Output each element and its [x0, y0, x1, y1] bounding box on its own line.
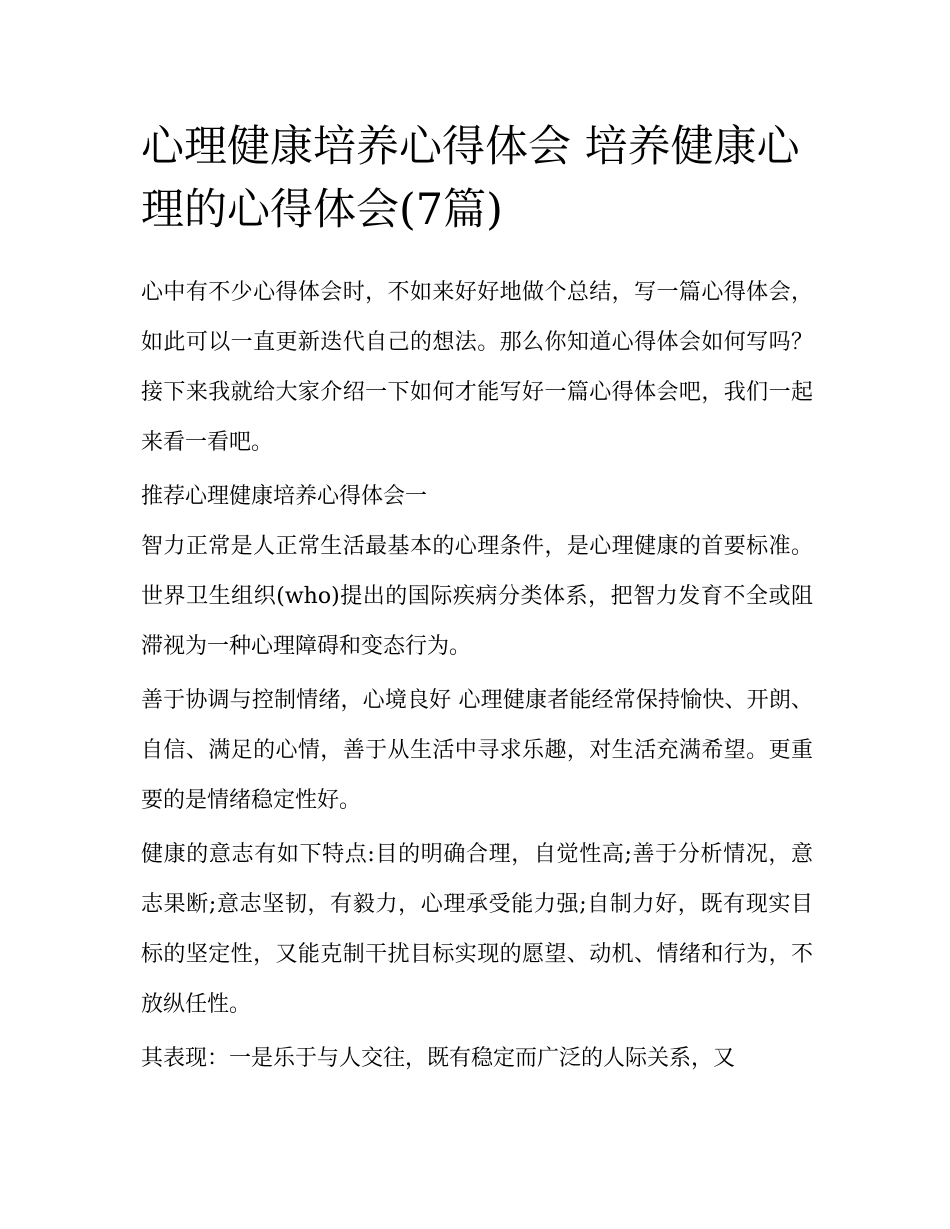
body-paragraph-intelligence: 智力正常是人正常生活最基本的心理条件，是心理健康的首要标准。世界卫生组织(who)提出的国际疾病分类体系，把智力发育不全或阻滞视为一种心理障碍和变态行为。 — [141, 534, 813, 659]
body-paragraph-relations: 其表现：一是乐于与人交往，既有稳定而广泛的人际关系，又 — [141, 1046, 736, 1071]
intro-paragraph: 心中有不少心得体会时，不如来好好地做个总结，写一篇心得体会，如此可以一直更新迭代自己的想法。那么你知道心得体会如何写吗？接下来我就给大家介绍一下如何才能写好一篇心得体会吧，我们一起来看一看吧。 — [141, 280, 813, 455]
body-paragraph-will: 健康的意志有如下特点:目的明确合理，自觉性高;善于分析情况，意志果断;意志坚韧，有毅力，心理承受能力强;自制力好，既有现实目标的坚定性，又能克制干扰目标实现的愿望、动机、情绪和行为，不放纵任性。 — [141, 842, 813, 1017]
section-heading: 推荐心理健康培养心得体会一 — [141, 484, 428, 509]
document-title: 心理健康培养心得体会 培养健康心理的心得体会(7篇) — [141, 122, 800, 235]
body-paragraph-emotion: 善于协调与控制情绪，心境良好 心理健康者能经常保持愉快、开朗、自信、满足的心情，善于从生活中寻求乐趣，对生活充满希望。更重要的是情绪稳定性好。 — [141, 688, 813, 813]
document-body — [141, 116, 813, 1088]
